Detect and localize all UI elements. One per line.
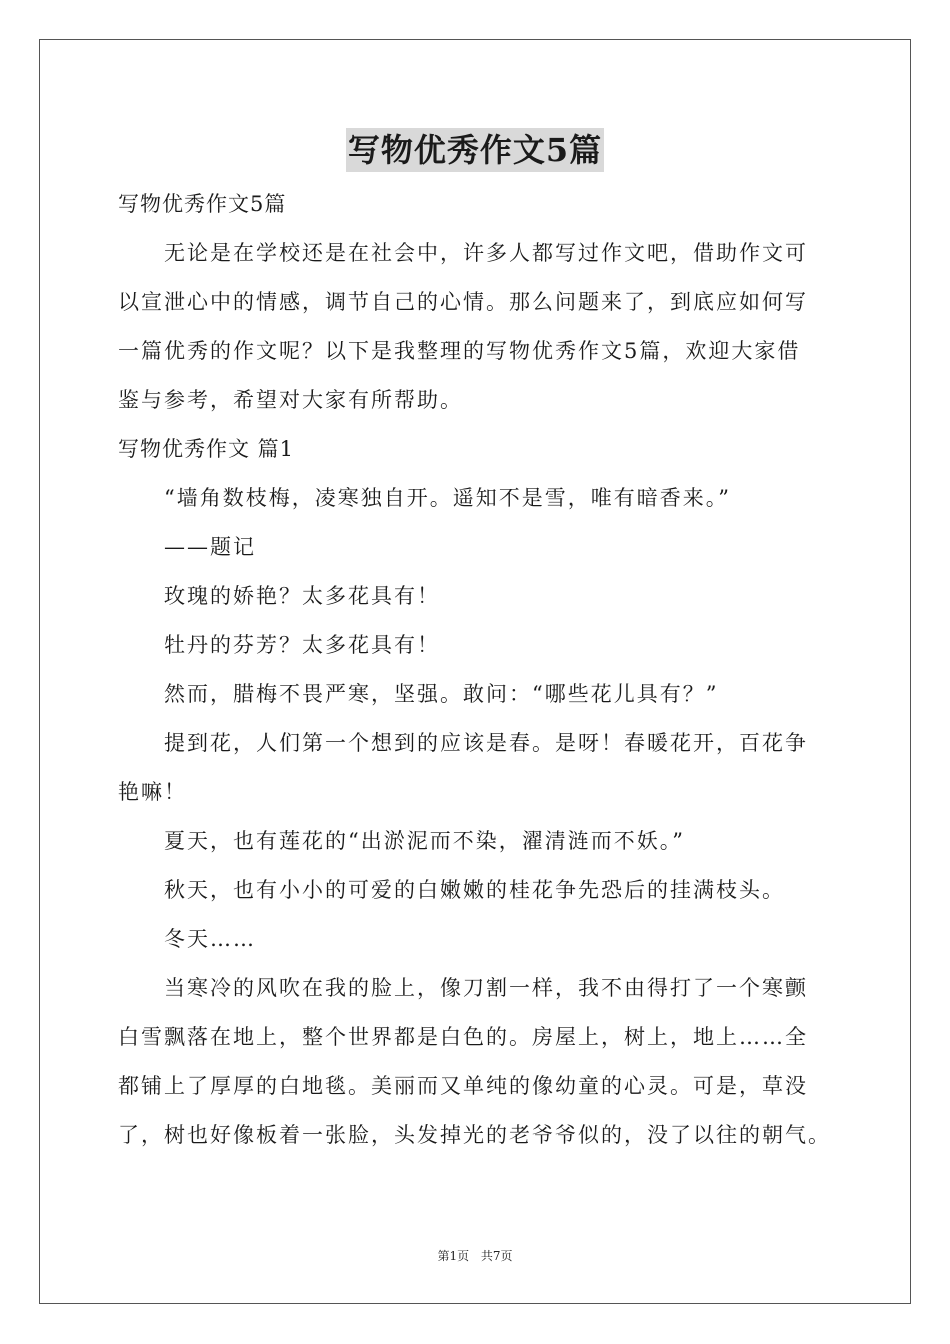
paragraph-line: ——题记 bbox=[164, 535, 256, 559]
page-total: 共7页 bbox=[480, 1249, 513, 1263]
paragraph-line: 夏天，也有莲花的“出淤泥而不染，濯清涟而不妖。” bbox=[164, 829, 685, 853]
paragraph-line: 冬天…… bbox=[164, 927, 256, 951]
section-heading: 写物优秀作文5篇 bbox=[118, 192, 287, 216]
paragraph-line: 了，树也好像板着一张脸，头发掉光的老爷爷似的，没了以往的朝气。 bbox=[118, 1123, 831, 1147]
paragraph-line: “墙角数枝梅，凌寒独自开。遥知不是雪，唯有暗香来。” bbox=[164, 486, 731, 510]
paragraph-line: 无论是在学校还是在社会中，许多人都写过作文吧，借助作文可 bbox=[164, 241, 808, 265]
document-body bbox=[118, 180, 858, 1160]
paragraph-line: 提到花，人们第一个想到的应该是春。是呀！春暖花开，百花争 bbox=[164, 731, 808, 755]
paragraph-line: 白雪飘落在地上，整个世界都是白色的。房屋上，树上，地上……全 bbox=[118, 1025, 808, 1049]
paragraph-line: 艳嘛！ bbox=[118, 780, 187, 804]
paragraph-line: 秋天，也有小小的可爱的白嫩嫩的桂花争先恐后的挂满枝头。 bbox=[164, 878, 785, 902]
paragraph-line: 以宣泄心中的情感，调节自己的心情。那么问题来了，到底应如何写 bbox=[118, 290, 808, 314]
paragraph-line: 一篇优秀的作文呢？以下是我整理的写物优秀作文5篇，欢迎大家借 bbox=[118, 339, 801, 363]
section-heading: 写物优秀作文 篇1 bbox=[118, 437, 295, 461]
title-container bbox=[0, 128, 950, 172]
paragraph-line: 然而，腊梅不畏严寒，坚强。敢问：“哪些花儿具有？” bbox=[164, 682, 719, 706]
paragraph-line: 玫瑰的娇艳？太多花具有！ bbox=[164, 584, 440, 608]
document-title: 写物优秀作文5篇 bbox=[346, 128, 604, 172]
paragraph-line: 牡丹的芬芳？太多花具有！ bbox=[164, 633, 440, 657]
paragraph-line: 鉴与参考，希望对大家有所帮助。 bbox=[118, 388, 463, 412]
page-number: 第1页 bbox=[437, 1249, 470, 1263]
paragraph-line: 都铺上了厚厚的白地毯。美丽而又单纯的像幼童的心灵。可是，草没 bbox=[118, 1074, 808, 1098]
paragraph-line: 当寒冷的风吹在我的脸上，像刀割一样，我不由得打了一个寒颤 bbox=[164, 976, 808, 1000]
page-footer bbox=[0, 1247, 950, 1264]
